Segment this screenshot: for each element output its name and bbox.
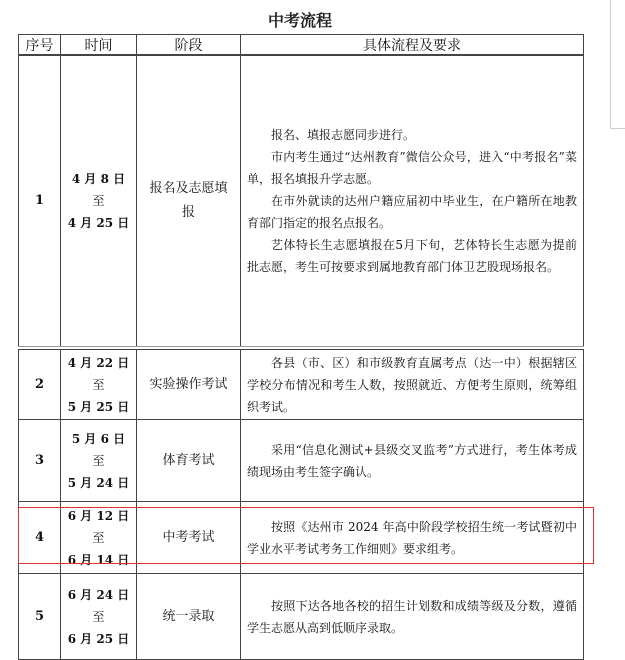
detail-paragraph: 按照《达州市 2024 年高中阶段学校招生统一考试暨初中学业水平考试考务工作细则》要求组考。 bbox=[247, 519, 577, 556]
row-time bbox=[61, 420, 137, 502]
table-row-2 bbox=[19, 350, 584, 420]
row-detail bbox=[241, 350, 584, 420]
page-edge-divider-horizontal bbox=[610, 128, 625, 129]
time-start: 5 月 6 日 bbox=[71, 431, 126, 446]
time-to: 至 bbox=[92, 530, 105, 545]
detail-paragraph: 艺体特长生志愿填报在5月下旬，艺体特长生志愿为提前批志愿，考生可按要求到属地教育部门体卫艺股现场报名。 bbox=[247, 237, 577, 274]
header-stage: 阶段 bbox=[137, 35, 241, 56]
row-stage: 实验操作考试 bbox=[137, 350, 241, 420]
row-time bbox=[61, 574, 137, 660]
row-detail bbox=[241, 420, 584, 502]
header-detail: 具体流程及要求 bbox=[241, 35, 584, 56]
header-no: 序号 bbox=[19, 35, 61, 56]
detail-paragraph: 报名、填报志愿同步进行。 bbox=[271, 127, 416, 142]
detail-paragraph: 各县（市、区）和市级教育直属考点（达一中）根据辖区学校分布情况和考生人数，按照就近、方便考生原则，统筹组织考试。 bbox=[247, 355, 577, 414]
table-row-1 bbox=[18, 54, 584, 347]
header-time: 时间 bbox=[61, 35, 137, 56]
row-time bbox=[61, 55, 137, 347]
table-header bbox=[18, 34, 584, 56]
time-end: 5 月 24 日 bbox=[67, 475, 130, 490]
time-start: 6 月 24 日 bbox=[67, 587, 130, 602]
row-detail bbox=[241, 574, 584, 660]
row-stage: 统一录取 bbox=[137, 574, 241, 660]
table-row-3 bbox=[19, 420, 584, 502]
row-no: 5 bbox=[19, 574, 61, 660]
row-4-highlight-box bbox=[18, 507, 594, 564]
page-edge-divider bbox=[610, 0, 611, 128]
row-no: 4 bbox=[19, 502, 61, 574]
time-to: 至 bbox=[92, 609, 105, 624]
time-end: 5 月 25 日 bbox=[67, 399, 130, 414]
row-stage: 体育考试 bbox=[137, 420, 241, 502]
time-end: 6 月 25 日 bbox=[67, 631, 130, 646]
table-rows-2-5 bbox=[18, 349, 584, 660]
time-start: 4 月 22 日 bbox=[67, 355, 130, 370]
row-no: 3 bbox=[19, 420, 61, 502]
detail-paragraph: 按照下达各地各校的招生计划数和成绩等级及分数，遵循学生志愿从高到低顺序录取。 bbox=[247, 598, 577, 635]
time-to: 至 bbox=[92, 377, 105, 392]
row-stage bbox=[137, 55, 241, 347]
row-stage: 中考考试 bbox=[137, 502, 241, 574]
time-start: 6 月 12 日 bbox=[67, 508, 130, 523]
page-title: 中考流程 bbox=[267, 11, 332, 30]
row-detail bbox=[241, 55, 584, 347]
detail-paragraph: 在市外就读的达州户籍应届初中毕业生，在户籍所在地教育部门指定的报名点报名。 bbox=[247, 193, 577, 230]
detail-paragraph: 采用“信息化测试+县级交叉监考”方式进行，考生体考成绩现场由考生签字确认。 bbox=[247, 442, 577, 479]
time-end: 6 月 14 日 bbox=[67, 552, 130, 567]
row-no: 2 bbox=[19, 350, 61, 420]
time-start: 4 月 8 日 bbox=[71, 171, 126, 186]
stage-label: 报名及志愿填报 bbox=[149, 180, 228, 220]
row-no: 1 bbox=[19, 55, 61, 347]
time-to: 至 bbox=[92, 453, 105, 468]
row-time bbox=[61, 350, 137, 420]
time-to: 至 bbox=[92, 193, 105, 208]
detail-paragraph: 市内考生通过“达州教育”微信公众号，进入“中考报名”菜单，报名填报升学志愿。 bbox=[247, 149, 577, 186]
table-row-5 bbox=[19, 574, 584, 660]
time-end: 4 月 25 日 bbox=[67, 215, 130, 230]
page-break-line bbox=[18, 346, 584, 347]
